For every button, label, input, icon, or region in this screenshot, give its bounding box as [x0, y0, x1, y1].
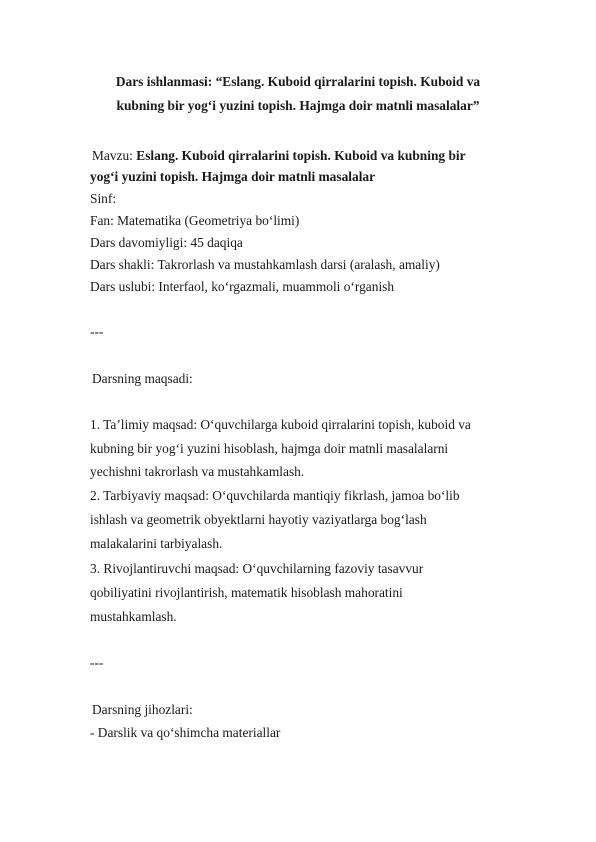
goals-line: malakalarini tarbiyalash.: [90, 536, 223, 551]
goals-line: yechishni takrorlash va mustahkamlash.: [90, 464, 305, 479]
lesson-method-field: Dars uslubi: Interfaol, ko‘rgazmali, muammoli o‘rganish: [90, 279, 395, 294]
equipment-item: - Darslik va qo‘shimcha materiallar: [90, 725, 281, 740]
duration-field: Dars davomiyligi: 45 daqiqa: [90, 235, 243, 250]
goals-line: 2. Tarbiyaviy maqsad: O‘quvchilarda mantiqiy fikrlash, jamoa bo‘lib: [90, 488, 460, 503]
goals-line: 3. Rivojlantiruvchi maqsad: O‘quvchilarning fazoviy tasavvur: [90, 561, 424, 576]
goals-line: 1. Ta’limiy maqsad: O‘quvchilarga kuboid qirralarini topish, kuboid va: [90, 417, 471, 432]
separator-1: ---: [90, 324, 104, 339]
goals-line: qobiliyatini rivojlantirish, matematik hisoblash mahoratini: [90, 585, 403, 600]
goals-line: mustahkamlash.: [90, 609, 177, 624]
topic-label: Mavzu:: [92, 148, 133, 163]
document-title-line-2: kubning bir yog‘i yuzini topish. Hajmga doir matnli masalalar”: [116, 98, 480, 113]
lesson-form-field: Dars shakli: Takrorlash va mustahkamlash darsi (aralash, amaliy): [90, 257, 440, 272]
topic-line: [92, 147, 466, 165]
goals-line: kubning bir yog‘i yuzini hisoblash, hajmga doir matnli masalalarni: [90, 441, 449, 456]
topic-value: Eslang. Kuboid qirralarini topish. Kuboid va kubning bir: [136, 148, 466, 163]
grade-field: Sinf:: [90, 191, 117, 206]
goals-heading: Darsning maqsadi:: [92, 371, 193, 386]
separator-2: ---: [90, 655, 104, 670]
topic-value-continued: yog‘i yuzini topish. Hajmga doir matnli masalalar: [90, 169, 376, 184]
goals-line: ishlash va geometrik obyektlarni hayotiy vaziyatlarga bog‘lash: [90, 512, 427, 527]
document-title-line-1: Dars ishlanmasi: “Eslang. Kuboid qirralarini topish. Kuboid va: [115, 74, 481, 89]
equipment-heading: Darsning jihozlari:: [92, 702, 193, 717]
subject-field: Fan: Matematika (Geometriya bo‘limi): [90, 213, 300, 228]
